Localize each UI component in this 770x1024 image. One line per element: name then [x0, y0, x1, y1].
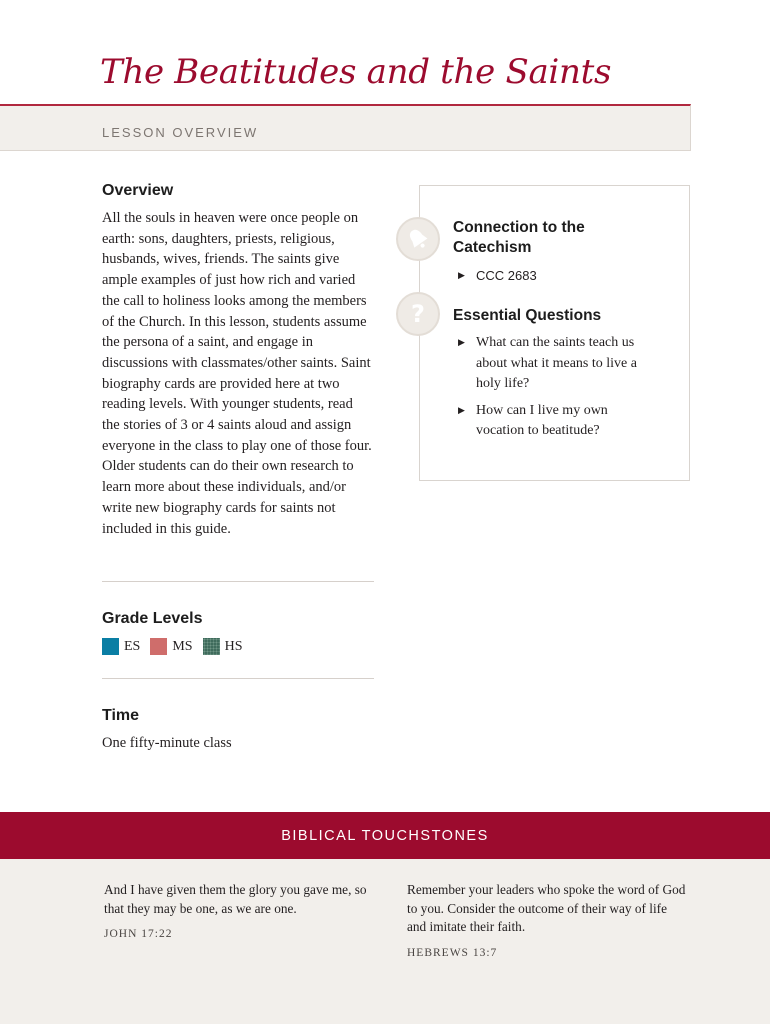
- grade-hs-swatch: [203, 638, 220, 655]
- question-text: How can I live my own vocation to beatitude?: [476, 402, 608, 438]
- grade-hs-label: HS: [224, 638, 243, 654]
- grade-levels-heading: Grade Levels: [102, 610, 203, 627]
- arrow-icon: ▶: [458, 271, 465, 281]
- divider: [102, 678, 374, 679]
- quote-hebrews: [407, 881, 689, 959]
- essential-questions-heading: Essential Questions: [453, 307, 602, 324]
- list-item: [458, 266, 648, 287]
- catechism-heading: Connection to the Catechism: [453, 219, 585, 256]
- grade-ms-swatch: [150, 638, 167, 655]
- question-text: What can the saints teach us about what it means to live a holy life?: [476, 335, 637, 391]
- overview-section: [102, 182, 374, 539]
- divider: [102, 581, 374, 582]
- lesson-overview-label: LESSON OVERVIEW: [102, 125, 259, 140]
- biblical-touchstones-bar: [0, 812, 770, 859]
- grade-es: [102, 638, 140, 655]
- page-title: The Beatitudes and the Saints: [100, 52, 612, 92]
- list-item: [458, 401, 648, 442]
- overview-heading: Overview: [102, 182, 174, 199]
- grade-ms: [150, 638, 192, 655]
- quote-reference: JOHN 17:22: [104, 928, 173, 940]
- grade-es-swatch: [102, 638, 119, 655]
- catechism-ref: CCC 2683: [476, 268, 537, 283]
- list-item: [458, 333, 648, 395]
- time-heading: Time: [102, 707, 140, 724]
- quote-text: And I have given them the glory you gave me, so that they may be one, as we are one.: [104, 882, 367, 916]
- arrow-icon: ▶: [458, 405, 465, 416]
- catechism-list: [458, 266, 648, 293]
- grade-levels-legend: [102, 638, 374, 655]
- biblical-touchstones-label: BIBLICAL TOUCHSTONES: [281, 827, 489, 844]
- quote-john: [104, 881, 380, 940]
- touchstones-area: [0, 859, 770, 1024]
- bell-icon: [396, 217, 440, 261]
- grade-es-label: ES: [124, 638, 141, 654]
- essential-questions-list: [458, 333, 648, 448]
- time-text: One fifty-minute class: [102, 735, 232, 751]
- question-mark-icon: ?: [396, 292, 440, 336]
- quote-reference: HEBREWS 13:7: [407, 946, 498, 959]
- grade-levels-section: [102, 610, 374, 655]
- grade-ms-label: MS: [172, 638, 193, 654]
- overview-text: All the souls in heaven were once people on earth: sons, daughters, priests, religious, husbands, wives, friends. The saints give ample examples of just how rich and varied the call to holiness looks among the members of the Church. In this lesson, students assume the persona of a saint, and engage in discussions with classmates/other saints. Saint biography cards are provided here at two reading levels. With younger students, read the stories of 3 or 4 saints aloud and assign everyone in the class to play one of those four. Older students can do their own research to learn more about these individuals, and/or write new biography cards for saints not included in this guide.: [102, 210, 372, 537]
- grade-hs: [203, 638, 243, 655]
- time-section: [102, 707, 374, 752]
- arrow-icon: ▶: [458, 338, 465, 348]
- lesson-overview-bar: [0, 104, 691, 151]
- quote-text: Remember your leaders who spoke the word of God to you. Consider the outcome of their way of life and imitate their faith.: [407, 882, 686, 934]
